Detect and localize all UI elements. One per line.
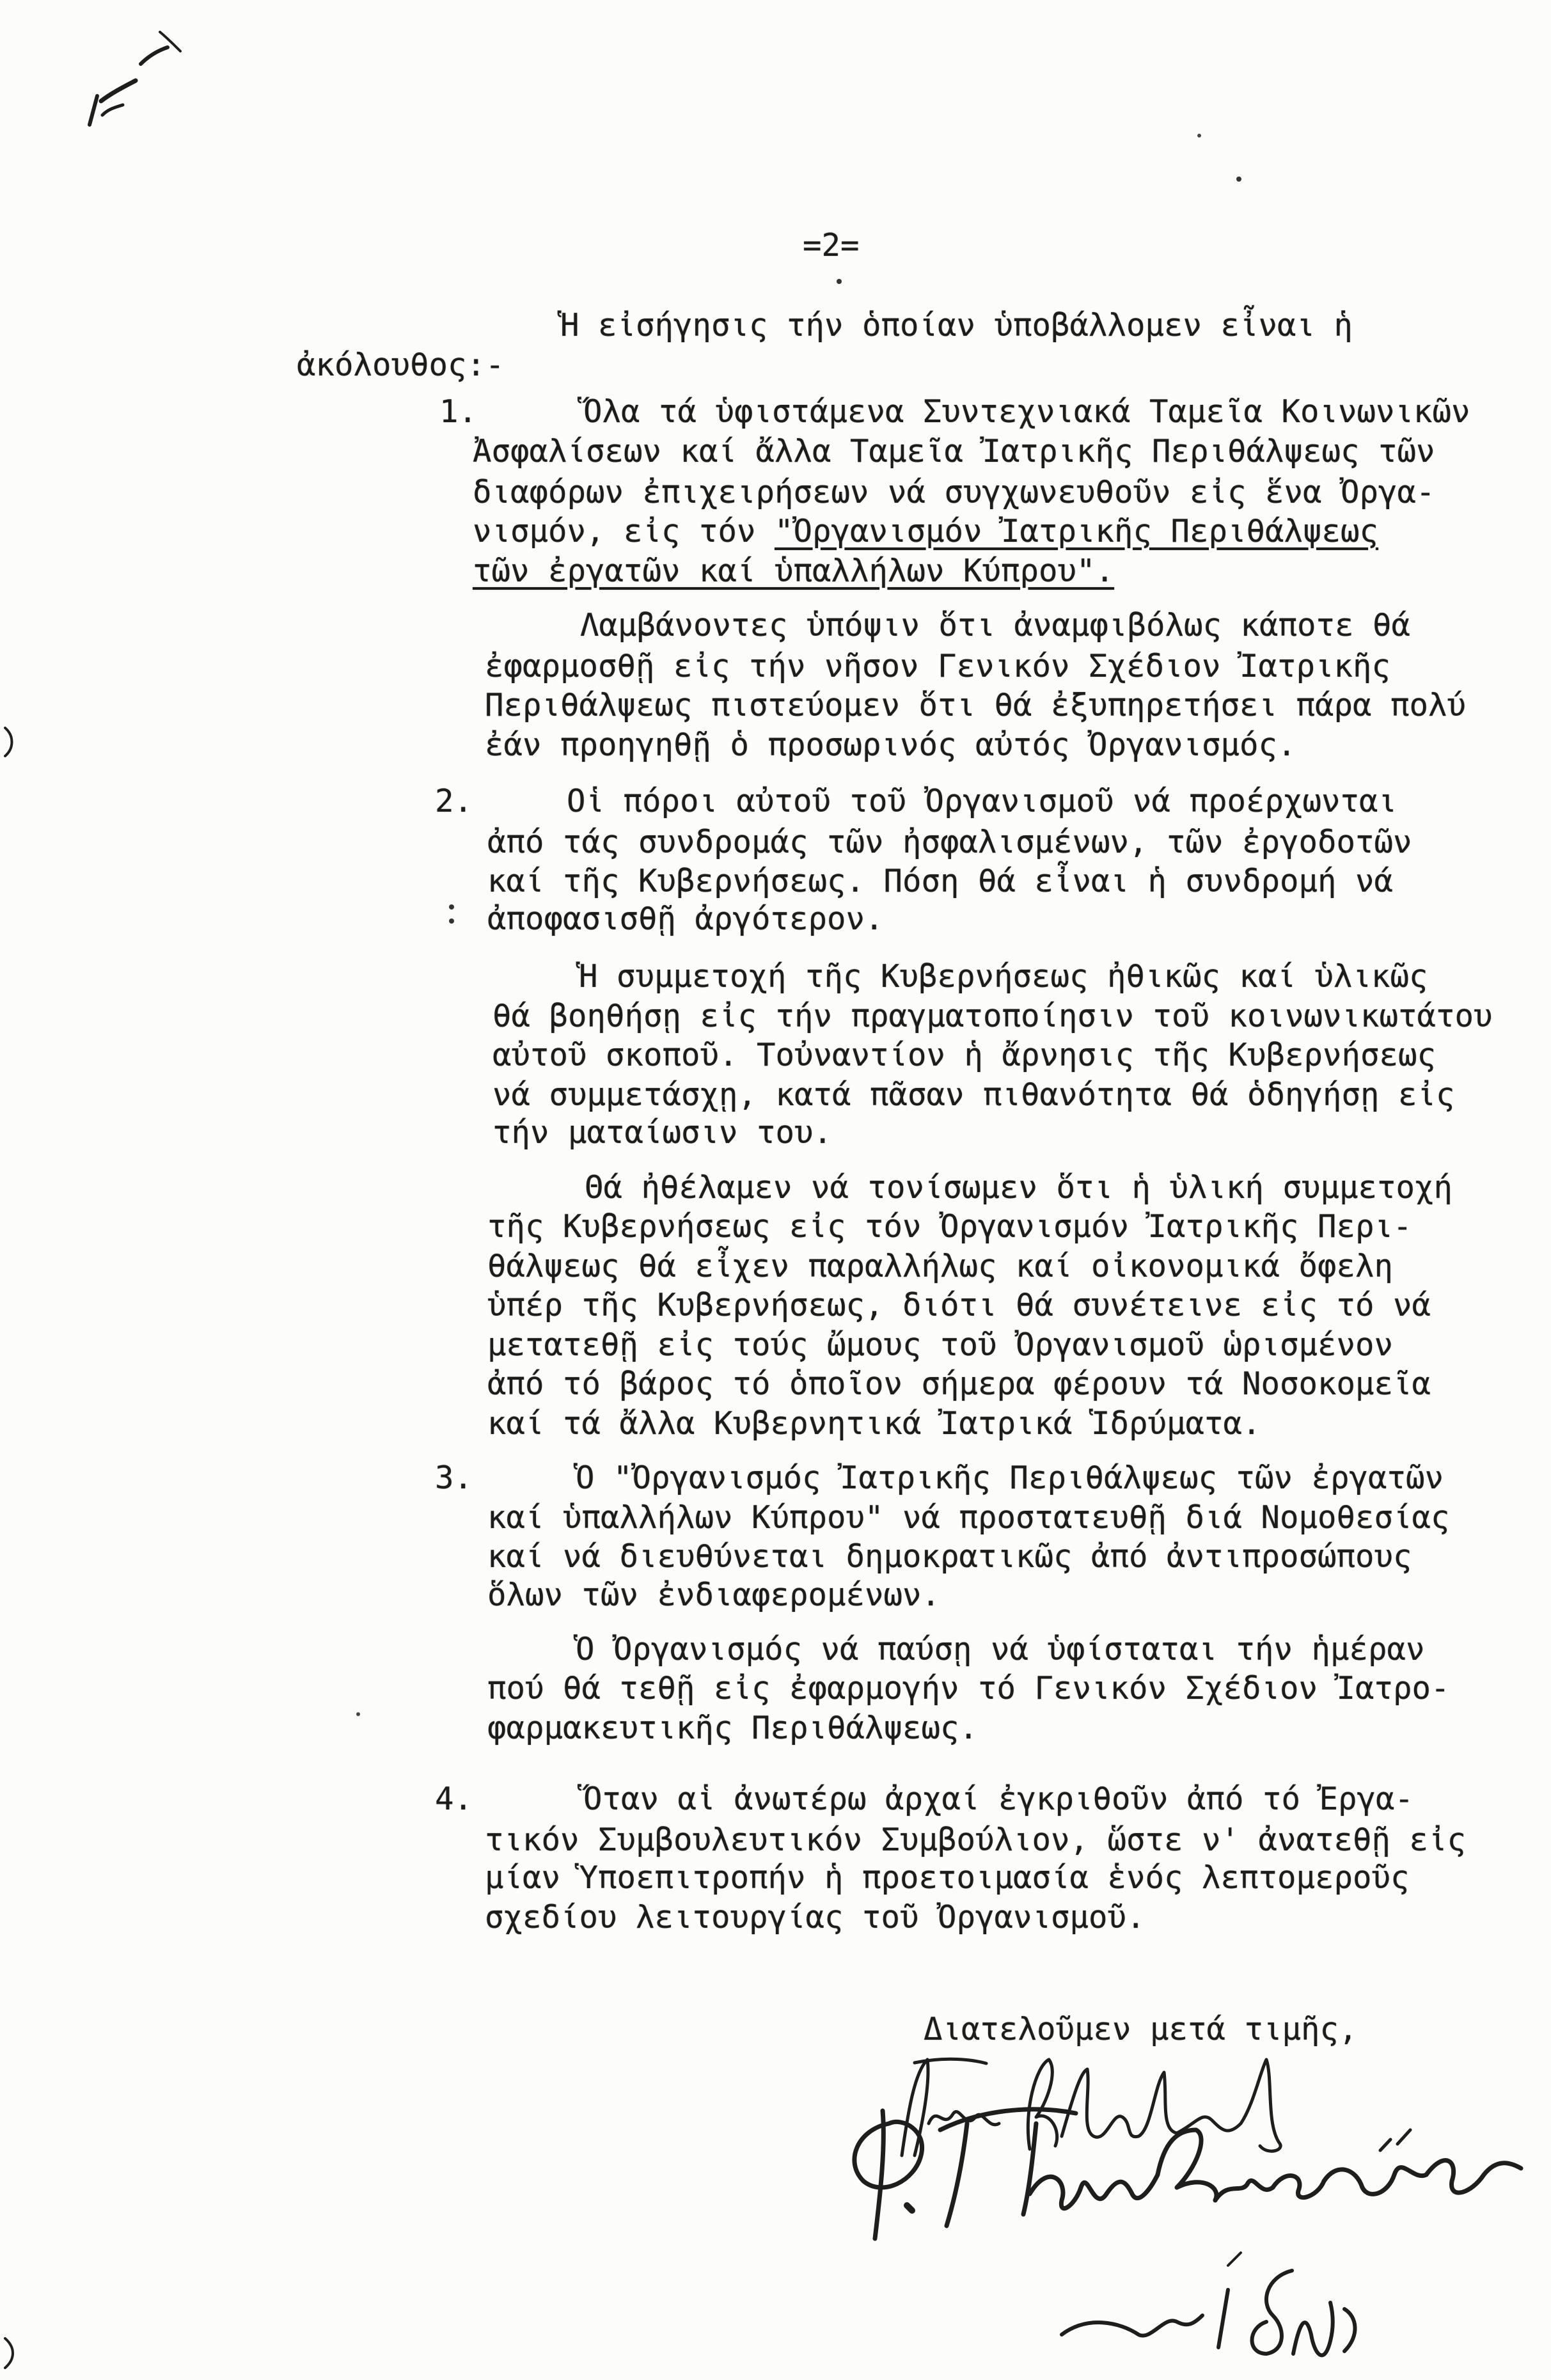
body-line: Περιθάλψεως πιστεύομεν ὅτι θά ἐξυπηρετήσει πάρα πολύ — [485, 687, 1467, 723]
body-line: πού θά τεθῇ εἰς ἐφαρμογήν τό Γενικόν Σχέδιον Ἰατρο- — [487, 1670, 1450, 1706]
organization-name-cont: τῶν ἐργατῶν καί ὑπαλλήλων Κύπρου". — [473, 553, 1115, 589]
point-number: 1. — [439, 393, 478, 430]
body-line: Ἀσφαλίσεων καί ἄλλα Ταμεῖα Ἰατρικῆς Περιθάλψεως τῶν — [473, 433, 1435, 469]
margin-mark — [0, 723, 26, 761]
body-line: ἀπό τάς συνδρομάς τῶν ἠσφαλισμένων, τῶν ἐργοδοτῶν — [487, 824, 1412, 860]
point-number: 2. — [435, 783, 473, 819]
body-line: τῆς Κυβερνήσεως εἰς τόν Ὀργανισμόν Ἰατρικῆς Περι- — [487, 1208, 1412, 1245]
signature-2 — [854, 2109, 1521, 2239]
signature-3 — [1062, 2253, 1355, 2355]
pen-mark-top-left — [64, 19, 192, 141]
point-number: 4. — [435, 1781, 473, 1817]
body-line: Οἱ πόροι αὐτοῦ τοῦ Ὀργανισμοῦ νά προέρχωνται — [567, 783, 1397, 819]
body-line: ὑπέρ τῆς Κυβερνήσεως, διότι θά συνέτεινε εἰς τό νά — [487, 1287, 1431, 1323]
body-line: τικόν Συμβουλευτικόν Συμβούλιον, ὥστε ν' ἀνατεθῇ εἰς — [485, 1822, 1467, 1858]
page-number: =2= — [803, 227, 860, 264]
body-line: καί τά ἄλλα Κυβερνητικά Ἰατρικά Ἱδρύματα. — [487, 1405, 1261, 1442]
body-line: ἀποφασισθῇ ἀργότερον. — [487, 901, 884, 937]
body-line: νά συμμετάσχῃ, κατά πᾶσαν πιθανότητα θά ὁδηγήσῃ εἰς — [492, 1076, 1455, 1113]
margin-mark — [0, 2335, 26, 2373]
body-line: Ὅταν αἱ ἀνωτέρω ἀρχαί ἐγκριθοῦν ἀπό τό Ἐργα- — [583, 1781, 1414, 1817]
body-line: ἐάν προηγηθῇ ὁ προσωρινός αὐτός Ὀργανισμός. — [485, 727, 1296, 763]
body-line: μίαν Ὑποεπιτροπήν ἡ προετοιμασία ἑνός λεπτομεροῦς — [485, 1859, 1410, 1896]
signatures — [819, 2034, 1535, 2367]
body-line: φαρμακευτικῆς Περιθάλψεως. — [487, 1710, 979, 1746]
signature-1 — [902, 2059, 1280, 2155]
body-line: θά βοηθήσῃ εἰς τήν πραγματοποίησιν τοῦ κοινωνικωτάτου — [492, 998, 1493, 1034]
body-line: ἐφαρμοσθῇ εἰς τήν νῆσον Γενικόν Σχέδιον Ἰατρικῆς — [485, 648, 1391, 684]
body-line: αὐτοῦ σκοποῦ. Τοὐναντίον ἡ ἄρνησις τῆς Κυβερνήσεως — [492, 1037, 1437, 1073]
closing-salutation: Διατελοῦμεν μετά τιμῆς, — [924, 2011, 1358, 2047]
body-line: ὅλων τῶν ἐνδιαφερομένων. — [487, 1577, 941, 1613]
body-line: σχεδίου λειτουργίας τοῦ Ὀργανισμοῦ. — [485, 1899, 1146, 1935]
organization-name: "Ὀργανισμόν Ἰατρικῆς Περιθάλψεως — [775, 513, 1379, 549]
body-text: νισμόν, εἰς τόν — [473, 513, 775, 549]
body-line: θάλψεως θά εἶχεν παραλλήλως καί οἰκονομικά ὄφελη — [487, 1248, 1394, 1284]
body-line: Ὁ "Ὀργανισμός Ἰατρικῆς Περιθάλψεως τῶν ἐργατῶν — [576, 1460, 1444, 1496]
body-line: διαφόρων ἐπιχειρήσεων νά συγχωνευθοῦν εἰς ἕνα Ὀργα- — [473, 474, 1435, 510]
body-line: Ὁ Ὀργανισμός νά παύσῃ νά ὑφίσταται τήν ἡμέραν — [576, 1631, 1425, 1667]
point-number: 3. — [435, 1460, 473, 1496]
body-line: καί ὑπαλλήλων Κύπρου" νά προστατευθῇ διά Νομοθεσίας — [487, 1499, 1450, 1536]
body-line: μετατεθῇ εἰς τούς ὤμους τοῦ Ὀργανισμοῦ ὡρισμένον — [487, 1327, 1394, 1363]
body-line: καί τῆς Κυβερνήσεως. Πόση θά εἶναι ἡ συνδρομή νά — [487, 863, 1394, 899]
body-line: Θά ἠθέλαμεν νά τονίσωμεν ὅτι ἡ ὑλική συμμετοχή — [585, 1169, 1453, 1206]
body-line: Ὅλα τά ὑφιστάμενα Συντεχνιακά Ταμεῖα Κοινωνικῶν — [583, 393, 1470, 430]
body-line: Λαμβάνοντες ὑπόψιν ὅτι ἀναμφιβόλως κάποτε θά — [580, 607, 1411, 643]
intro-line: ἀκόλουθος:- — [297, 347, 505, 383]
body-line: ἀπό τό βάρος τό ὁποῖον σήμερα φέρουν τά Νοσοκομεῖα — [487, 1366, 1431, 1402]
intro-line: Ἡ εἰσήγησις τήν ὁποίαν ὑποβάλλομεν εἶναι ἡ — [560, 307, 1353, 343]
body-line: Ἡ συμμετοχή τῆς Κυβερνήσεως ἠθικῶς καί ὑλικῶς — [579, 958, 1428, 995]
body-line: καί νά διευθύνεται δημοκρατικῶς ἀπό ἀντιπροσώπους — [487, 1538, 1412, 1575]
body-line: τήν ματαίωσιν του. — [492, 1114, 833, 1151]
body-line — [473, 512, 1378, 551]
